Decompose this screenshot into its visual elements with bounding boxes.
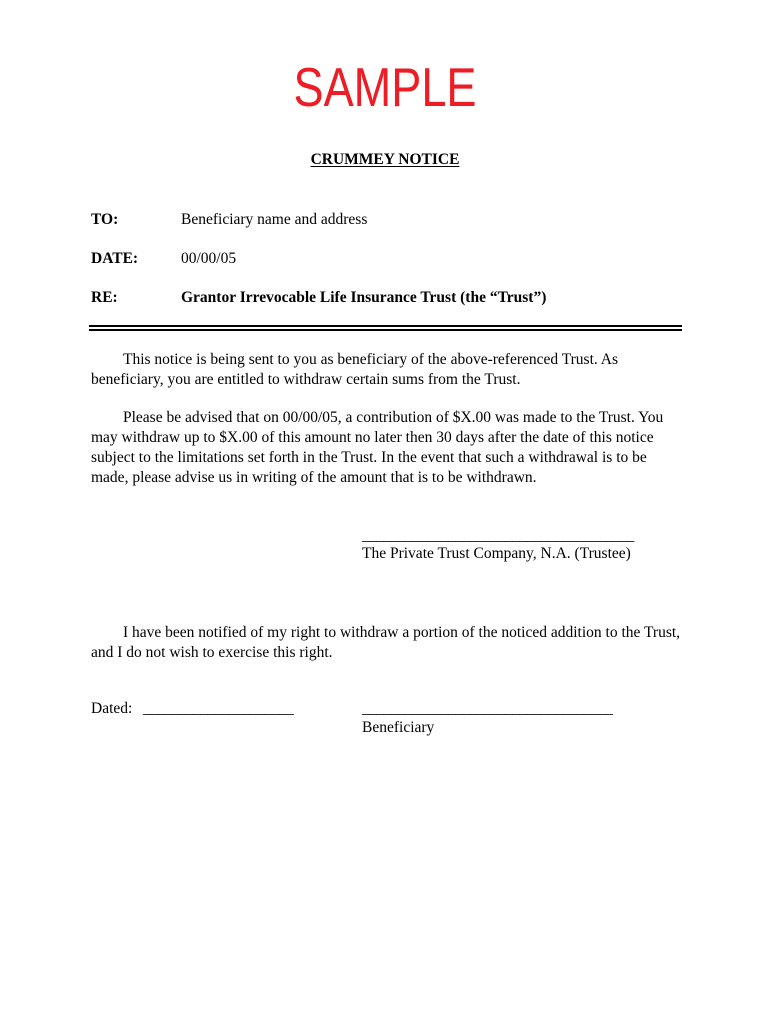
- date-label: DATE:: [91, 250, 139, 267]
- to-value: Beneficiary name and address: [181, 211, 368, 228]
- sample-watermark: SAMPLE: [293, 56, 477, 118]
- trustee-name: The Private Trust Company, N.A. (Trustee): [362, 545, 631, 562]
- beneficiary-signature-line: ___________________________________: [362, 700, 613, 717]
- trustee-signature-line: ______________________________________: [362, 527, 634, 544]
- divider-line-bottom: [89, 329, 682, 331]
- body-paragraph-2: Please be advised that on 00/00/05, a contribution of $X.00 was made to the Trust. You may withdraw up to $X.00 of this amount no later then 30 days after the date of this notice subject to the limitations set forth in the Trust. In the event that such a withdrawal is to be made, please advise us in writing of the amount that is to be withdrawn.: [91, 409, 664, 486]
- body-paragraph-1: This notice is being sent to you as beneficiary of the above-referenced Trust. As beneficiary, you are entitled to withdraw certain sums from the Trust.: [91, 351, 619, 388]
- dated-line: _____________________: [143, 700, 294, 717]
- divider-line-top: [89, 325, 682, 327]
- beneficiary-label: Beneficiary: [362, 719, 435, 736]
- date-value: 00/00/05: [181, 250, 237, 267]
- dated-label: Dated:: [91, 700, 133, 717]
- re-label: RE:: [91, 289, 118, 306]
- document-title: CRUMMEY NOTICE: [310, 151, 460, 168]
- acknowledgement-paragraph: I have been notified of my right to withdraw a portion of the noticed addition to the Trust, and I do not wish to exercise this right.: [91, 624, 681, 661]
- to-label: TO:: [91, 211, 119, 228]
- re-value: Grantor Irrevocable Life Insurance Trust (the “Trust”): [181, 289, 547, 306]
